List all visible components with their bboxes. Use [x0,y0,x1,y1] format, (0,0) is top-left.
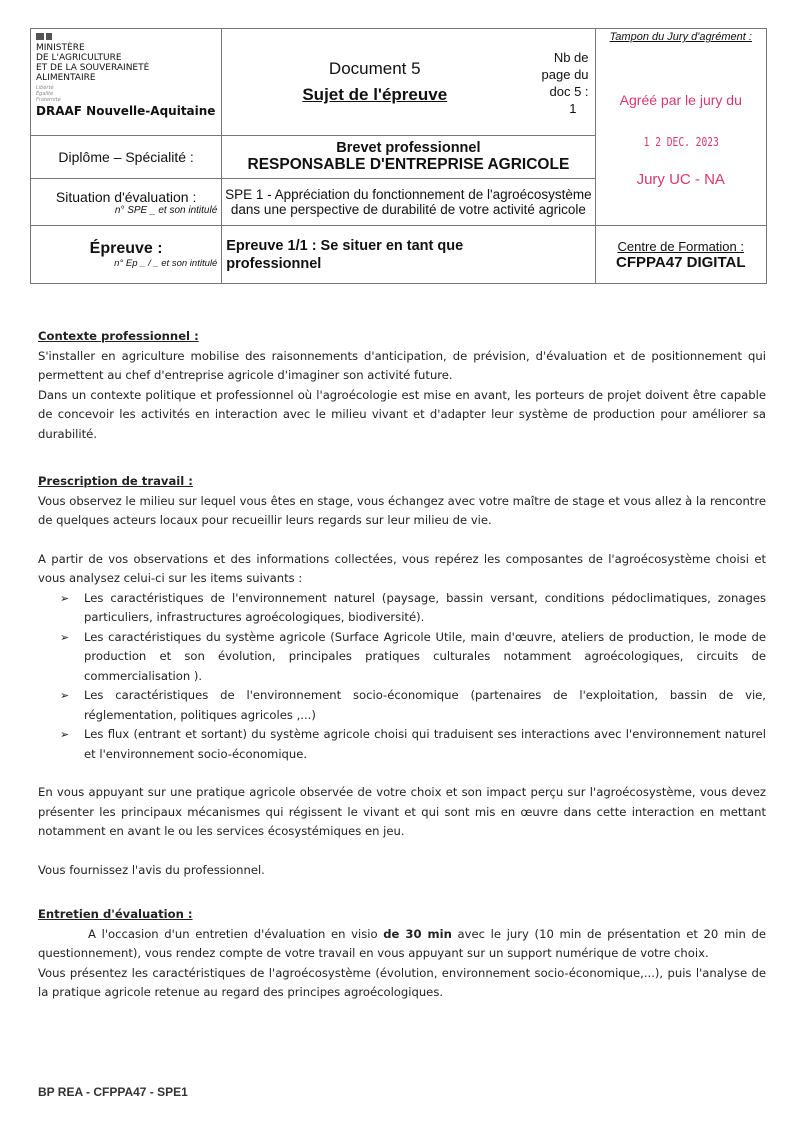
footer: BP REA - CFPPA47 - SPE1 [38,1085,188,1099]
page-count-label: Nb de page du doc 5 : [541,50,589,99]
epreuve-label: Épreuve : [89,240,163,257]
contexte-paragraph: S'installer en agriculture mobilise des raisonnements d'anticipation, de prévision, d'évaluation et de positionnement qui permettent au chef d'entreprise agricole d'imaginer son activité future. [38,348,766,382]
situation-label-cell [31,179,222,226]
epreuve-sub: n° Ep _ / _ et son intitulé [114,258,218,269]
ministry-line: ALIMENTAIRE [36,73,96,83]
situation-label: Situation d'évaluation : [55,188,197,205]
prescription-paragraph: Vous observez le milieu sur lequel vous êtes en stage, vous échangez avec votre maître de stage et vous allez à la rencontre de quelques acteurs locaux pour recueillir leurs regards sur leur milieu de vie. [38,493,766,527]
stamp-date: 1 2 DEC. 2023 [643,135,719,149]
prescription-paragraph: A partir de vos observations et des informations collectées, vous repérez les composantes de l'agroécosystème choisi et vous analysez celui-ci sur les items suivants : [38,551,766,585]
epreuve-label-cell [31,226,222,284]
stamp-jury: Jury UC - NA [636,171,725,188]
marianne-logo-icon [36,33,44,40]
diplome-label: Diplôme – Spécialité : [31,136,222,179]
situation-sub: n° SPE _ et son intitulé [114,204,218,216]
document-subtitle: Sujet de l'épreuve [302,85,448,104]
centre-value: CFPPA47 DIGITAL [616,253,746,271]
document-title-cell [222,29,595,136]
prescription-paragraph: En vous appuyant sur une pratique agricole observée de votre choix et son impact perçu sur l'agroécosystème, vous devez présenter les principaux mécanismes qui régissent le vivant et qui sont mis en œuvre dans cette interaction en mettant notamment en avant le ou les services écosystémiques en jeu. [38,785,766,838]
list-item: ➢ Les caractéristiques de l'environnement socio-économique (partenaires de l'exploitation, bassin de vie, réglementation, politiques agricoles ,...) [60,686,766,725]
epreuve-value: Epreuve 1/1 : Se situer en tant que professionnel [222,226,595,284]
section-entretien [38,905,766,1003]
document-title: Document 5 [328,59,421,78]
prescription-title: Prescription de travail : [38,474,193,488]
diplome-value: Brevet professionnel RESPONSABLE D'ENTREPRISE AGRICOLE [222,136,595,179]
section-contexte [38,327,766,444]
list-item: ➢ Les caractéristiques du système agricole (Surface Agricole Utile, main d'œuvre, ateliers de production, le mode de production et son évolution, principales pratiques culturales notamment agroécologiques, circuits de commercialisation ). [60,628,766,687]
jury-stamp-cell [595,29,766,226]
header-table [30,28,767,284]
ministry-line: DE L'AGRICULTURE [36,53,122,63]
contexte-paragraph: Dans un contexte politique et professionnel où l'agroécologie est mise en avant, les porteurs de projet doivent être capable de concevoir les activités en interaction avec le milieu vivant et d'adapter leur système de production pour améliorer sa durabilité. [38,387,766,441]
centre-cell [595,226,766,284]
centre-label: Centre de Formation : [617,238,744,254]
contexte-title: Contexte professionnel : [38,329,199,343]
page-count-value: 1 [569,101,577,116]
entretien-paragraph: Vous présentez les caractéristiques de l'agroécosystème (évolution, environnement socio-économique,...), puis l'analyse de la pratique agricole retenue au regard des principes agroécologiques. [38,965,766,999]
items-list [38,589,766,765]
devise: Liberté Égalité Fraternité [36,85,61,103]
section-prescription [38,472,766,880]
entretien-title: Entretien d'évaluation : [38,907,193,921]
ministry-line: ET DE LA SOUVERAINETÉ [36,63,150,73]
ministry-line: MINISTÈRE [36,43,85,53]
draaf-label: DRAAF Nouvelle-Aquitaine [36,104,216,118]
stamp-label: Tampon du Jury d'agrément : [609,31,752,43]
situation-value: SPE 1 - Appréciation du fonctionnement de l'agroécosystème dans une perspective de durabilité de votre activité agricole [222,179,595,226]
ministry-logo-block [31,29,222,136]
entretien-paragraph: A l'occasion d'un entretien d'évaluation en visio de 30 min avec le jury (10 min de présentation et 20 min de questionnement), vous rendez compte de votre travail en vous appuyant sur un support numérique de votre choix. [38,926,766,960]
stamp-text: Agréé par le jury du [619,92,742,108]
list-item: ➢ Les flux (entrant et sortant) du système agricole choisi qui traduisent ses interactions avec l'environnement naturel et l'environnement socio-économique. [60,725,766,764]
prescription-paragraph: Vous fournissez l'avis du professionnel. [38,862,265,877]
list-item: ➢ Les caractéristiques de l'environnement naturel (paysage, bassin versant, conditions pédoclimatiques, zonages particuliers, infrastructures agroécologiques, biodiversité). [60,589,766,628]
